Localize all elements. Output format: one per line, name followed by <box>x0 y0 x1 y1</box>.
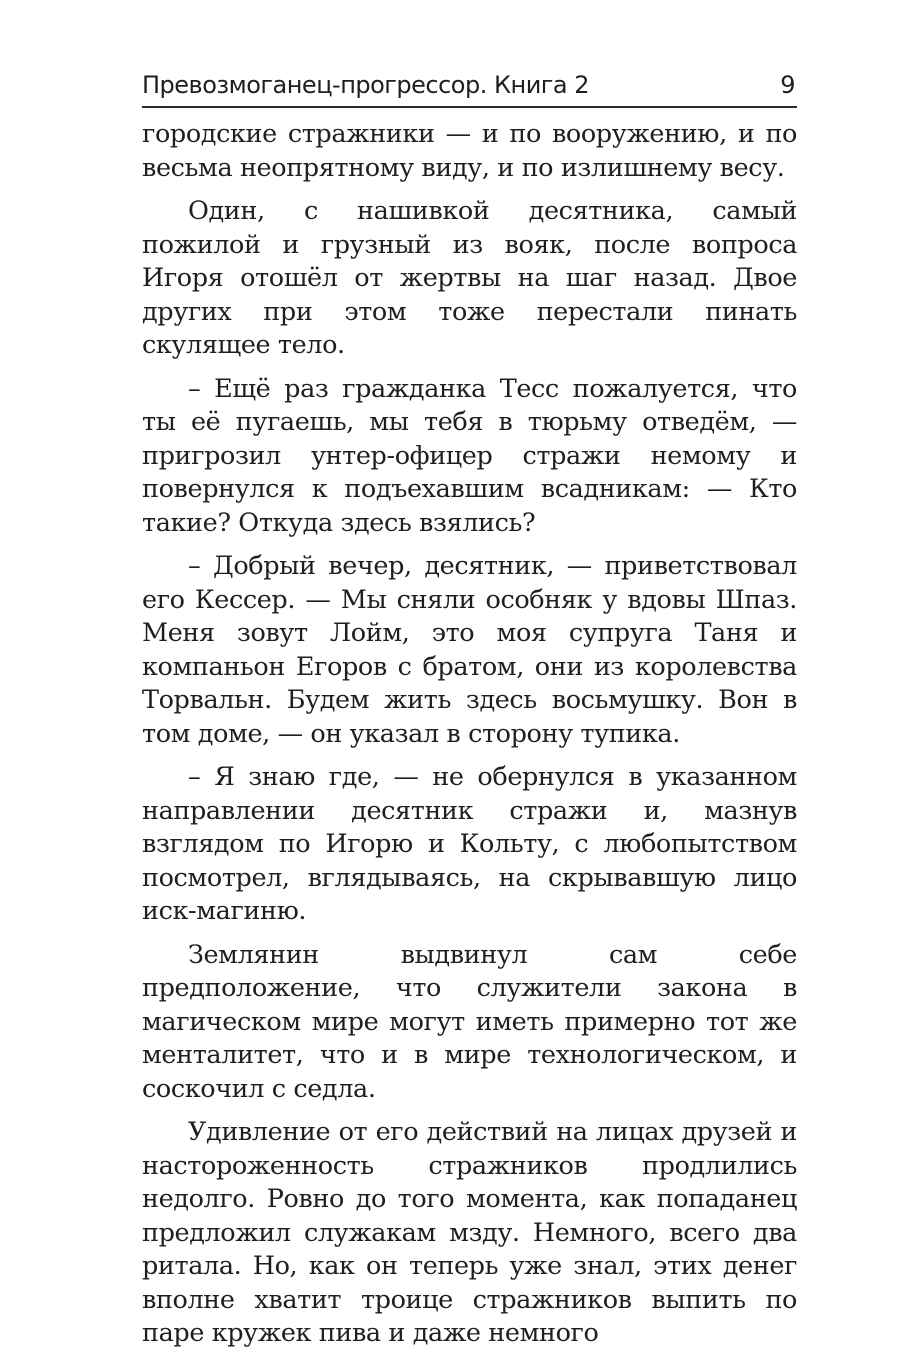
paragraph-1: городские стражники — и по вооружению, и по весьма неопрятному виду, и по излишнему весу. <box>142 119 797 183</box>
paragraph-7: Удивление от его действий на лицах друзей и настороженность стражников продлились недолго. Ровно до того момента, как попаданец предложил служакам мзду. Немного, всего два ритала. Но, как он теперь уже знал, этих денег вполне хватит троице стражников выпить по паре кружек пива и даже немного <box>142 1117 797 1348</box>
paragraph-6: Землянин выдвинул сам себе предположение, что служители закона в магическом мире могут иметь примерно тот же менталитет, что и в мире технологическом, и соскочил с седла. <box>142 939 797 1104</box>
running-header <box>142 68 797 108</box>
body-text <box>142 118 797 1351</box>
page-number: 9 <box>780 71 795 99</box>
paragraph-2: Один, с нашивкой десятника, самый пожилой и грузный из вояк, после вопроса Игоря отошёл от жертвы на шаг назад. Двое других при этом тоже перестали пинать скулящее тело. <box>142 196 797 360</box>
paragraph-3: – Ещё раз гражданка Тесс пожалуется, что ты её пугаешь, мы тебя в тюрьму отведём, — пригрозил унтер-офицер стражи немому и повернулся к подъехавшим всадникам: — Кто такие? Откуда здесь взялись? <box>142 373 797 538</box>
book-page <box>142 68 797 1361</box>
book-title: Превозмоганец-прогрессор. Книга 2 <box>142 71 590 99</box>
paragraph-5: – Я знаю где, — не обернулся в указанном направлении десятник стражи и, мазнув взглядом по Игорю и Кольту, с любопытством посмотрел, вглядываясь, на скрывавшую лицо иск-магиню. <box>142 762 797 926</box>
paragraph-4: – Добрый вечер, десятник, — приветствовал его Кессер. — Мы сняли особняк у вдовы Шпаз. Меня зовут Лойм, это моя супруга Таня и компаньон Егоров с братом, они из королевства Торвальн. Будем жить здесь восьмушку. Вон в том доме, — он указал в сторону тупика. <box>142 551 797 749</box>
